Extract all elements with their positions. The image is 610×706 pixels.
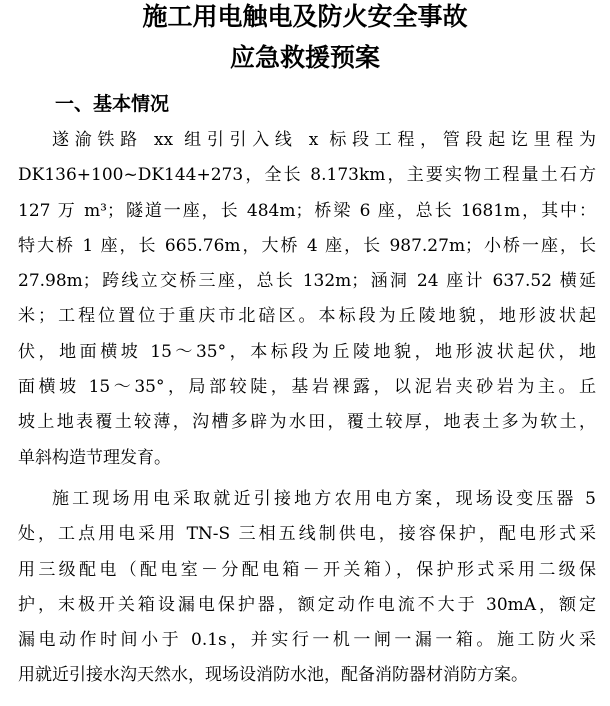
paragraph-line: 坡上地表覆土较薄，沟槽多辟为水田，覆土较厚，地表土多为软土， — [18, 412, 596, 432]
paragraph-line: 127 万 m³；隧道一座，长 484m；桥梁 6 座，总长 1681m，其中： — [18, 201, 596, 221]
paragraph-line: 27.98m；跨线立交桥三座，总长 132m；涵洞 24 座计 637.52 横延 — [18, 271, 596, 291]
paragraph-line: 米；工程位置位于重庆市北碚区。本标段为丘陵地貌，地形波状起 — [18, 306, 596, 326]
document-title-line-1: 施工用电触电及防火安全事故 — [142, 2, 468, 31]
paragraph-line: 漏电动作时间小于 0.1s，并实行一机一闸一漏一箱。施工防火采 — [18, 630, 596, 650]
paragraph-line: 伏，地面横坡 15～35°，本标段为丘陵地貌，地形波状起伏，地 — [18, 342, 596, 362]
paragraph-line: 用就近引接水沟天然水，现场设消防水池，配备消防器材消防方案。 — [18, 665, 528, 685]
paragraph-line: DK136+100~DK144+273，全长 8.173km，主要实物工程量土石方 — [18, 165, 596, 185]
paragraph-line: 遂渝铁路 xx 组引引入线 x 标段工程，管段起讫里程为 — [52, 130, 596, 150]
paragraph-line: 护，末极开关箱设漏电保护器，额定动作电流不大于 30mA，额定 — [18, 595, 596, 615]
paragraph-line: 单斜构造节理发育。 — [18, 448, 171, 468]
paragraph-line: 处，工点用电采用 TN-S 三相五线制供电，接容保护，配电形式采 — [18, 524, 596, 544]
document-title-line-2: 应急救援预案 — [229, 43, 380, 72]
paragraph-line: 用三级配电（配电室－分配电箱－开关箱），保护形式采用二级保 — [18, 560, 596, 580]
section-heading: 一、基本情况 — [55, 93, 170, 115]
paragraph-line: 特大桥 1 座，长 665.76m，大桥 4 座，长 987.27m；小桥一座，长 — [18, 236, 596, 256]
paragraph-line: 施工现场用电采取就近引接地方农用电方案，现场设变压器 5 — [52, 489, 596, 509]
paragraph-line: 面横坡 15～35°，局部较陡，基岩裸露，以泥岩夹砂岩为主。丘 — [18, 377, 596, 397]
